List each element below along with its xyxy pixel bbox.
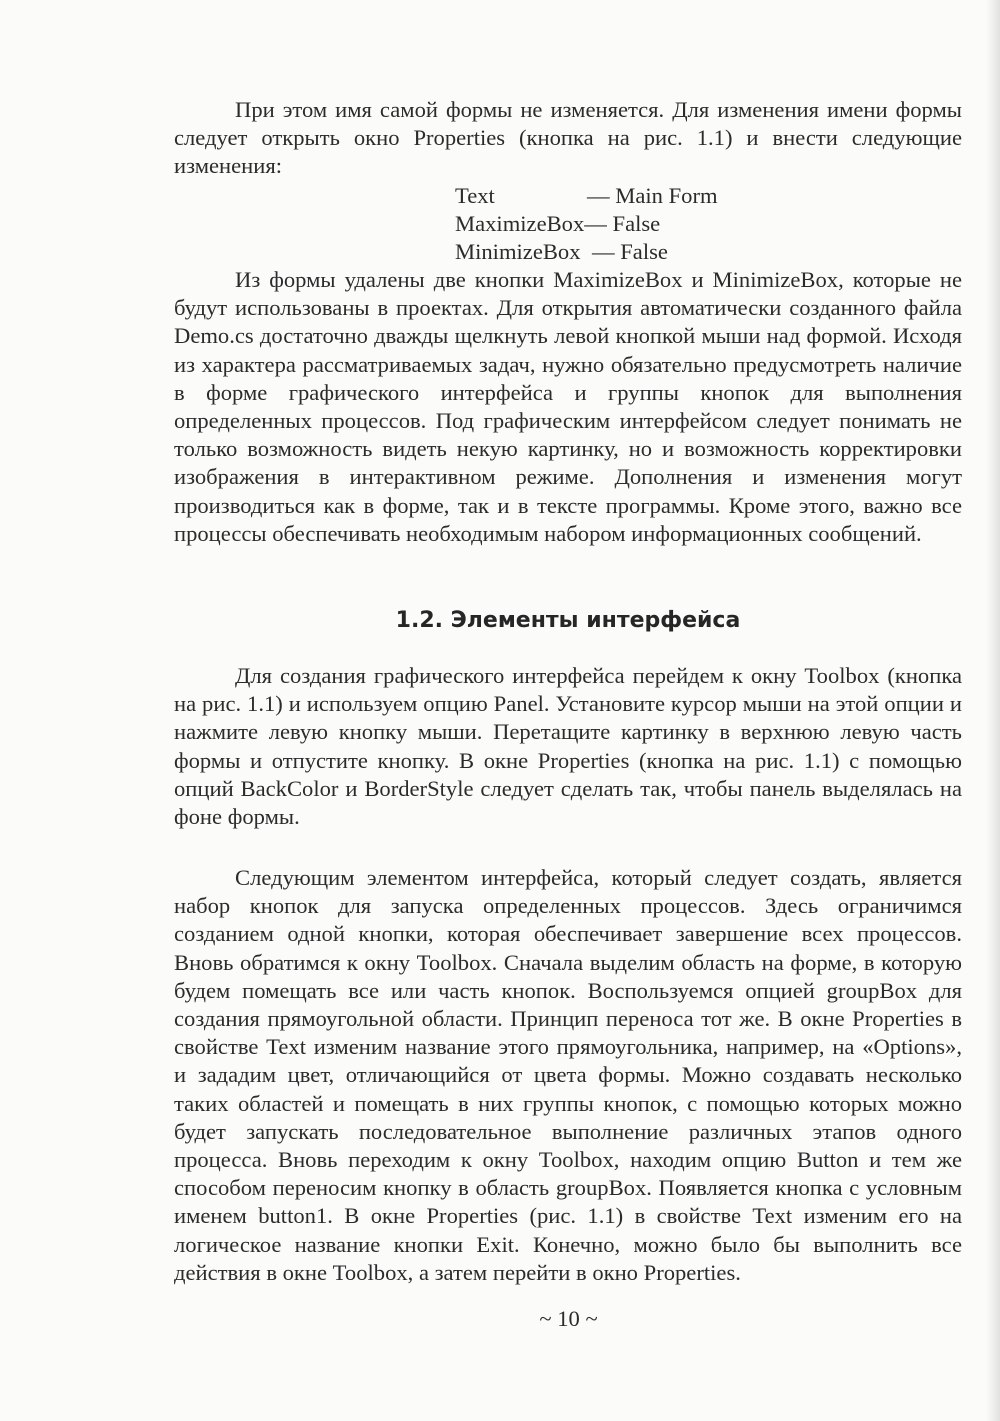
property-row-text [455, 182, 718, 210]
property-row-maximizebox [455, 210, 718, 238]
page-number: ~ 10 ~ [539, 1306, 598, 1331]
paragraph-form-rename: При этом имя самой формы не изменяется. Для изменения имени формы следует открыть окно Properties (кнопка на рис. 1.1) и внести следующие изменения: [174, 97, 962, 179]
scan-shadow-edge [986, 0, 1000, 1421]
section-heading: 1.2. Элементы интерфейса [395, 608, 741, 633]
property-list [455, 182, 718, 267]
property-value: — False [584, 211, 661, 237]
property-name: Text [455, 183, 495, 208]
property-name: MinimizeBox [455, 239, 581, 265]
property-name: MaximizeBox [455, 211, 585, 237]
property-row-minimizebox [455, 238, 718, 266]
paragraph-buttons-removed: Из формы удалены две кнопки MaximizeBox и MinimizeBox, которые не будут использованы в проектах. Для открытия автоматически созданного файла Demo.cs достаточно дважды щелкнуть левой кнопкой мыши над формой. Исходя из характера рассматриваемых задач, нужно обязательно предусмотреть наличие в форме графического интерфейса и группы кнопок для выполнения определенных процессов. Под графическим интерфейсом следует понимать не только возможность видеть некую картинку, но и возможность корректировки изображения в интерактивном режиме. Дополнения и изменения могут производиться как в форме, так и в тексте программы. Кроме этого, важно все процессы обеспечивать необходимым набором информационных сообщений. [174, 267, 962, 546]
property-value: — Main Form [587, 183, 718, 208]
paragraph-groupbox-button: Следующим элементом интерфейса, который следует создать, является набор кнопок для запуска определенных процессов. Здесь ограничимся созданием одной кнопки, которая обеспечивает завершение всех процессов. Вновь обратимся к окну Toolbox. Сначала выделим область на форме, в которую будем помещать все или часть кнопок. Воспользуемся опцией groupBox для создания прямоугольной области. Принцип переноса тот же. В окне Properties в свойстве Text изменим название этого прямоугольника, например, на «Options», и зададим цвет, отличающийся от цвета формы. Можно создавать несколько таких областей и помещать в них группы кнопок, с помощью которых можно будет запускать последовательное выполнение различных этапов одного процесса. Вновь переходим к окну Toolbox, находим опцию Button и тем же способом переносим кнопку в область groupBox. Появляется кнопка с условным именем button1. В окне Properties (рис. 1.1) в свойстве Text изменим его на логическое название кнопки Exit. Конечно, можно было бы выполнить все действия в окне Toolbox, а затем перейти в окно Properties. [174, 865, 962, 1285]
paragraph-toolbox-panel: Для создания графического интерфейса перейдем к окну Toolbox (кнопка на рис. 1.1) и используем опцию Panel. Установите курсор мыши на этой опции и нажмите левую кнопку мыши. Перетащите картинку в верхнюю левую часть формы и отпустите кнопку. В окне Properties (кнопка на рис. 1.1) с помощью опций BackColor и BorderStyle следует сделать так, чтобы панель выделялась на фоне формы. [174, 663, 962, 830]
property-value: — False [592, 239, 668, 265]
